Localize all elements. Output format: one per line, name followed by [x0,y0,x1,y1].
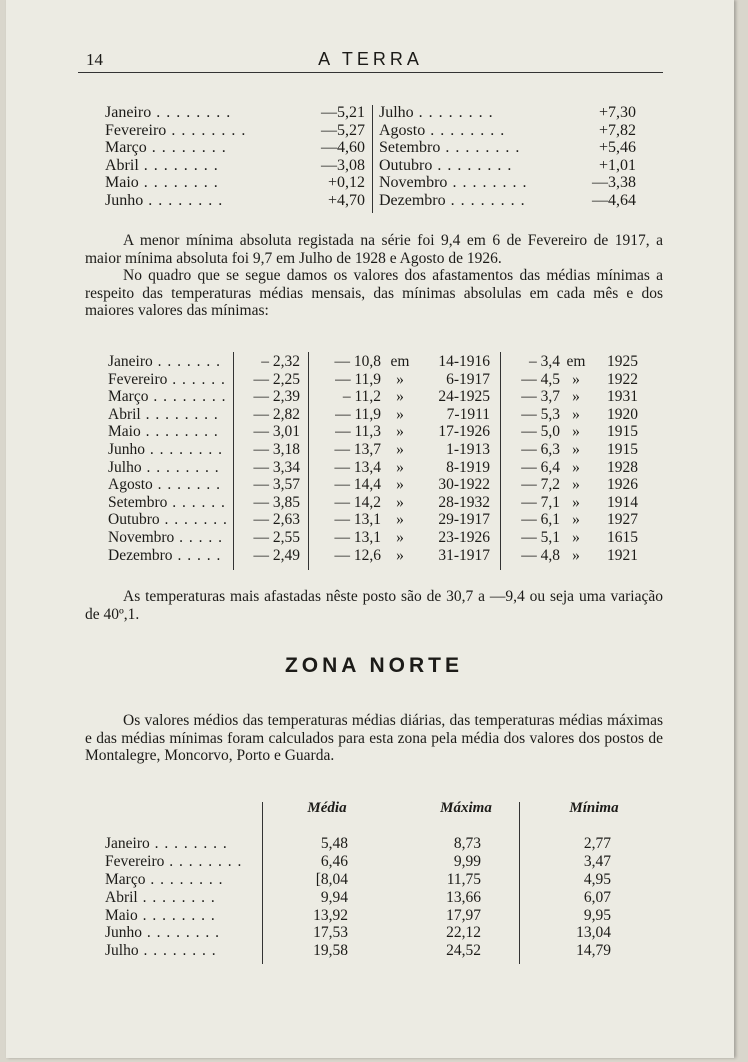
table-cell: 9,94 [320,888,348,906]
table-cell: 1915 [607,423,638,441]
table-cell: 1922 [607,370,638,388]
table-cell: +1,01 [598,156,636,174]
table-cell: — 14,2 [334,493,381,511]
table-cell: » [396,546,404,564]
table-cell: » [572,440,580,458]
table-cell: em [390,353,410,370]
table-cell: 11,75 [446,870,481,888]
table-cell: Abril . . . [105,889,260,907]
table-cell: 5,48 [320,835,348,852]
table-cell: 8-1919 [446,458,490,476]
table-cell: +7,82 [598,121,636,139]
table-cell: » [396,423,404,441]
paragraph: No quadro que se segue damos os valores dos afastamentos das médias mínimas a respeito das temperaturas médias mensais, das mínimas absolulas em cada mês e dos maiores valores das mínimas: [85,267,663,320]
table-cell: — 3,57 [253,476,300,494]
table-cell: » [396,528,404,546]
table-cell: Janeiro . . . [105,835,260,853]
table-cell: — 11,9 [335,370,381,388]
table-cell: Setembro . . . [108,494,226,512]
table-cell: 17,53 [313,924,348,942]
table-cell: — 2,39 [253,388,300,406]
table-cell: 28-1932 [438,493,490,511]
table-cell: — 5,0 [521,423,560,441]
table-cell: 19,58 [313,942,348,960]
table-cell: Maio . . . [105,907,260,925]
table-cell: » [396,458,404,476]
table-cell: » [572,528,580,546]
table-cell: — 3,85 [253,493,300,511]
table-cell: Novembro . . . [108,529,226,547]
table-cell: Fevereiro . . . [108,371,226,389]
section-title: ZONA NORTE [284,654,464,677]
table-cell: +0,12 [327,174,365,192]
header-minima: Mínima [569,800,619,816]
table-cell: — 13,1 [334,528,381,546]
table-cell: 2,77 [583,835,611,852]
table-cell: Abril . . . [108,406,226,424]
table-cell: 13,92 [313,906,348,924]
table-cell: » [572,423,580,441]
table-cell: Maio . . . [108,423,226,441]
table-cell: Julho . . . [105,942,260,960]
table-cell: » [572,388,580,406]
table-cell: » [396,440,404,458]
book-page [6,0,734,1058]
table-cell: 1928 [607,458,638,476]
table-cell: Maio . . . [105,174,275,192]
table-cell: Março . . . [105,139,275,157]
header-media: Média [307,800,347,816]
table-cell: – 2,32 [261,353,300,370]
paragraph: Os valores médios das temperaturas médias diárias, das temperaturas médias máximas e das médias mínimas foram calculados para esta zona pela média dos valores dos postos de Montalegre, Moncorvo, Porto e Guarda. [85,712,663,765]
table-cell: » [396,405,404,423]
table-cell: — 7,2 [521,476,560,494]
table-cell: Outubro . . . [379,157,549,175]
table-cell: 1914 [607,493,638,511]
table-cell: —5,21 [321,104,365,121]
table-cell: — 3,34 [253,458,300,476]
table-cell: — 6,4 [521,458,560,476]
table-cell: —3,38 [592,174,636,192]
table-cell: Abril . . . [105,157,275,175]
table-cell: 9,95 [583,906,611,924]
table-cell: 29-1917 [438,511,490,529]
table-cell: 1927 [607,511,638,529]
table-cell: » [572,546,580,564]
table-cell: 1920 [607,405,638,423]
table-divider [308,352,309,570]
table-cell: 24-1925 [438,388,490,406]
table-cell: Fevereiro . . . [105,853,260,871]
afast-col-3 [506,353,560,564]
table-cell: +7,30 [598,104,636,121]
table-cell: — 2,63 [253,511,300,529]
paragraph: As temperaturas mais afastadas nêste posto são de 30,7 a —9,4 ou seja uma variação de 40º,1. [85,588,663,623]
zona-months [105,835,260,960]
table-cell: 17,97 [446,906,481,924]
table-cell: —5,27 [321,121,365,139]
table-cell: 14-1916 [438,353,490,370]
table-divider [262,802,263,964]
table-cell: — 6,3 [521,440,560,458]
text-block-1 [85,232,663,320]
page-number: 14 [86,50,103,69]
table-cell: — 13,4 [334,458,381,476]
table-cell: 4,95 [583,870,611,888]
text-block-2 [85,588,663,623]
table-cell: — 3,18 [253,440,300,458]
monthly-left-values [296,104,365,210]
monthly-right-values [566,104,636,210]
table-cell: » [572,476,580,494]
page-header [78,46,663,73]
table-cell: Dezembro . . . [379,192,549,210]
table-cell: 30-1922 [438,476,490,494]
table-cell: — 11,9 [335,405,381,423]
table-divider [500,352,501,570]
paragraph: A menor mínima absoluta registada na série foi 9,4 em 6 de Fevereiro de 1917, a maior mínima absoluta foi 9,7 em Julho de 1928 e Agosto de 1926. [85,232,663,267]
monthly-left-months [105,104,275,210]
table-cell: 1931 [607,388,638,406]
table-cell: Março . . . [108,388,226,406]
table-cell: — 11,3 [335,423,381,441]
afast-col-2 [316,353,381,564]
table-cell: » [572,493,580,511]
table-cell: 22,12 [446,924,481,942]
table-cell: Junho . . . [105,924,260,942]
table-cell: — 2,25 [253,370,300,388]
table-cell: — 12,6 [334,546,381,564]
table-cell: 31-1917 [438,546,490,564]
table-cell: Dezembro . . . [108,547,226,565]
table-cell: » [572,511,580,529]
table-cell: Julho . . . [108,459,226,477]
table-cell: [8,04 [315,870,348,888]
table-cell: — 13,7 [334,440,381,458]
text-block-3 [85,712,663,765]
table-cell: 6,46 [320,852,348,870]
afast-col-em2 [562,353,590,564]
monthly-right-months [379,104,549,210]
table-cell: — 4,5 [521,370,560,388]
table-cell: 13,66 [446,888,481,906]
header-maxima: Máxima [440,800,492,816]
running-title: A TERRA [318,49,423,69]
table-divider [519,802,520,964]
zona-minima-values [531,835,611,960]
table-cell: 17-1926 [438,423,490,441]
zona-media-values [268,835,348,960]
table-cell: 24,52 [446,942,481,960]
table-cell: 23-1926 [438,528,490,546]
table-cell: Julho . . . [379,104,549,122]
table-cell: — 3,7 [521,388,560,406]
table-cell: Novembro . . . [379,174,549,192]
table-cell: — 14,4 [334,476,381,494]
table-cell: Junho . . . [108,441,226,459]
table-cell: — 2,49 [253,546,300,564]
table-cell: 9,99 [453,852,481,870]
table-cell: +5,46 [598,139,636,157]
table-cell: 14,79 [576,942,611,960]
table-cell: 1921 [607,546,638,564]
table-cell: Outubro . . . [108,511,226,529]
table-divider [233,352,234,570]
table-cell: 6,07 [583,888,611,906]
table-cell: — 2,55 [253,528,300,546]
table-cell: —4,64 [592,191,636,209]
table-cell: Junho . . . [105,192,275,210]
table-cell: Agosto . . . [108,476,226,494]
table-cell: — 13,1 [334,511,381,529]
table-cell: » [396,476,404,494]
afast-col-1 [238,353,300,564]
table-cell: » [396,511,404,529]
table-cell: » [572,405,580,423]
table-cell: — 10,8 [334,353,381,370]
afast-col-date [416,353,490,564]
table-cell: 1615 [607,528,638,546]
table-cell: » [572,458,580,476]
table-cell: Janeiro . . . [105,104,275,122]
table-cell: —3,08 [321,156,365,174]
table-cell: 8,73 [453,835,481,852]
zona-maxima-values [401,835,481,960]
table-cell: » [396,370,404,388]
table-cell: 13,04 [576,924,611,942]
afast-col-em [386,353,414,564]
table-cell: » [396,388,404,406]
table-cell: Agosto . . . [379,122,549,140]
table-cell: — 5,1 [521,528,560,546]
table-cell: — 6,1 [521,511,560,529]
table-cell: 3,47 [583,852,611,870]
table-cell: Setembro . . . [379,139,549,157]
table-cell: 1915 [607,440,638,458]
table-cell: — 4,8 [521,546,560,564]
table-cell: — 3,01 [253,423,300,441]
table-cell: Fevereiro . . . [105,122,275,140]
afast-months [108,353,226,564]
table-cell: —4,60 [321,139,365,157]
table-cell: Março . . . [105,871,260,889]
table-cell: 7-1911 [446,405,490,423]
table-cell: 1-1913 [446,440,490,458]
table-cell: – 3,4 [529,353,560,370]
table-cell: +4,70 [327,191,365,209]
afast-col-year [590,353,638,564]
table-cell: — 7,1 [521,493,560,511]
table-cell: – 11,2 [342,388,381,406]
table-cell: » [572,370,580,388]
table-cell: — 2,82 [253,405,300,423]
table-divider [372,105,373,213]
table-cell: » [396,493,404,511]
table-cell: em [566,353,586,370]
table-cell: Janeiro . . . [108,353,226,371]
table-cell: — 5,3 [521,405,560,423]
table-cell: 1926 [607,476,638,494]
table-cell: 6-1917 [446,370,490,388]
table-cell: 1925 [607,353,638,370]
